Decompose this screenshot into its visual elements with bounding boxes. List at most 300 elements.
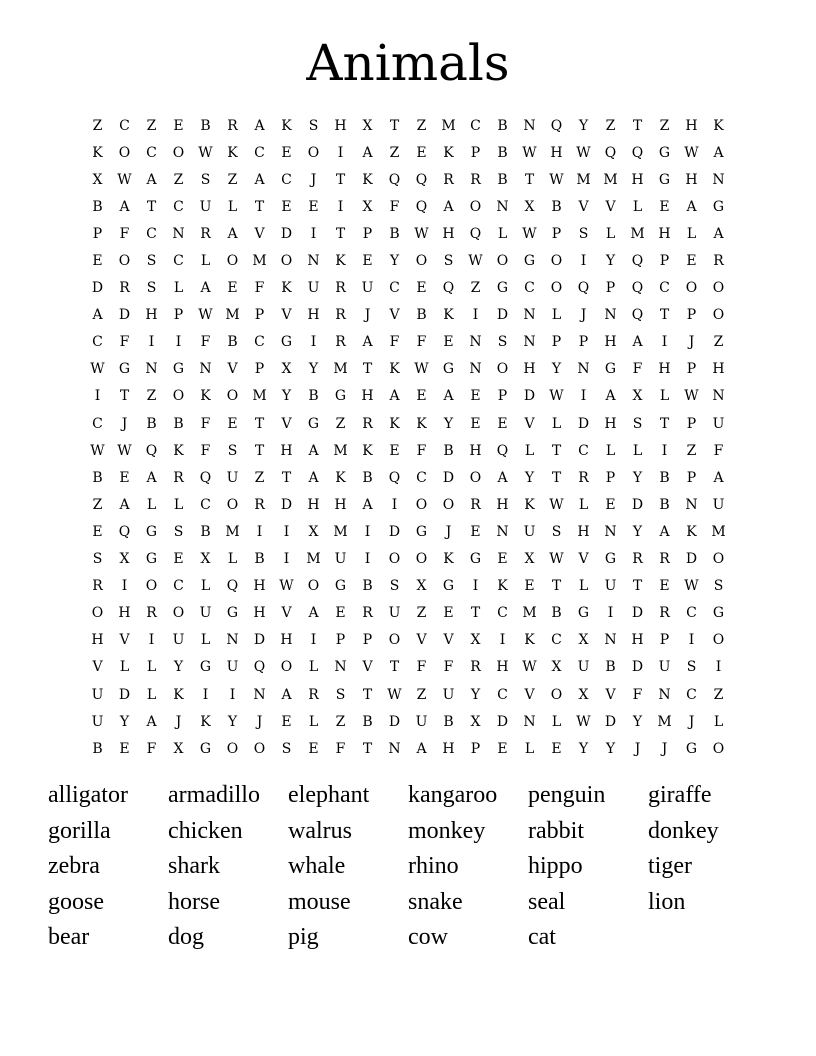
grid-letter: L <box>119 659 130 676</box>
grid-letter: M <box>657 713 672 730</box>
grid-letter: I <box>121 578 128 595</box>
grid-letter: P <box>686 361 697 378</box>
grid-letter: F <box>335 740 346 757</box>
grid-letter: E <box>470 388 481 405</box>
grid-letter: X <box>551 659 562 676</box>
grid-letter: A <box>713 469 724 486</box>
grid-letter: B <box>389 225 400 242</box>
grid-letter: W <box>684 578 699 595</box>
grid-letter: U <box>199 605 212 622</box>
grid-letter: U <box>712 415 725 432</box>
grid-letter: V <box>578 551 589 568</box>
grid-letter: P <box>551 225 562 242</box>
grid-letter: Z <box>227 171 238 188</box>
grid-letter: U <box>307 280 320 297</box>
grid-letter: D <box>631 605 644 622</box>
grid-letter: W <box>387 686 402 703</box>
grid-letter: X <box>524 551 535 568</box>
grid-letter: Q <box>388 171 401 188</box>
grid-letter: K <box>335 469 346 486</box>
grid-letter: Z <box>92 117 103 134</box>
word-list <box>48 778 768 956</box>
word-list-item: tiger <box>648 853 692 879</box>
grid-letter: L <box>146 686 157 703</box>
grid-letter: N <box>469 361 482 378</box>
grid-letter: L <box>659 388 670 405</box>
grid-letter: W <box>198 307 213 324</box>
grid-letter: R <box>173 469 184 486</box>
grid-letter: O <box>307 578 320 595</box>
grid-letter: I <box>256 523 263 540</box>
grid-letter: V <box>227 361 238 378</box>
grid-letter: B <box>146 415 157 432</box>
grid-letter: G <box>145 523 158 540</box>
grid-letter: V <box>254 225 265 242</box>
grid-row <box>84 437 732 464</box>
grid-letter: C <box>173 198 184 215</box>
grid-letter: H <box>496 659 509 676</box>
grid-letter: C <box>146 225 157 242</box>
grid-letter: G <box>118 361 131 378</box>
grid-letter: K <box>335 253 346 270</box>
grid-letter: N <box>658 686 671 703</box>
grid-letter: C <box>254 144 265 161</box>
grid-letter: Z <box>389 144 400 161</box>
grid-letter: D <box>388 523 401 540</box>
grid-letter: E <box>281 144 292 161</box>
grid-letter: Q <box>253 659 266 676</box>
grid-letter: Y <box>605 740 616 757</box>
word-list-item: rhino <box>408 853 459 879</box>
grid-letter: H <box>118 605 131 622</box>
grid-letter: W <box>468 253 483 270</box>
grid-row <box>84 302 732 329</box>
grid-letter: U <box>388 605 401 622</box>
grid-letter: N <box>469 334 482 351</box>
grid-letter: G <box>199 740 212 757</box>
grid-letter: N <box>604 632 617 649</box>
grid-letter: I <box>607 605 614 622</box>
grid-letter: D <box>631 659 644 676</box>
grid-letter: C <box>281 171 292 188</box>
word-list-item: walrus <box>288 817 352 844</box>
grid-letter: M <box>252 388 267 405</box>
grid-letter: M <box>225 523 240 540</box>
grid-letter: C <box>173 578 184 595</box>
grid-letter: A <box>713 225 724 242</box>
grid-letter: H <box>91 632 104 649</box>
grid-letter: E <box>281 198 292 215</box>
grid-letter: J <box>445 523 452 540</box>
grid-letter: O <box>550 280 563 297</box>
grid-letter: A <box>416 740 427 757</box>
grid-letter: B <box>254 551 265 568</box>
grid-letter: N <box>577 361 590 378</box>
grid-letter: O <box>496 253 509 270</box>
grid-letter: P <box>362 225 373 242</box>
grid-letter: I <box>391 496 398 513</box>
word-list-item: cow <box>408 924 448 950</box>
grid-letter: O <box>712 551 725 568</box>
grid-letter: H <box>577 523 590 540</box>
grid-letter: H <box>685 171 698 188</box>
grid-letter: W <box>414 225 429 242</box>
grid-letter: Z <box>416 605 427 622</box>
grid-letter: R <box>308 686 319 703</box>
grid-letter: H <box>523 361 536 378</box>
grid-letter: Y <box>578 740 589 757</box>
grid-letter: Z <box>173 171 184 188</box>
grid-letter: B <box>551 605 562 622</box>
grid-letter: T <box>254 442 265 459</box>
grid-letter: H <box>442 740 455 757</box>
grid-letter: Z <box>146 117 157 134</box>
grid-letter: O <box>550 686 563 703</box>
grid-letter: T <box>335 171 346 188</box>
grid-letter: O <box>712 632 725 649</box>
grid-letter: I <box>310 225 317 242</box>
grid-letter: O <box>442 496 455 513</box>
grid-letter: H <box>334 117 347 134</box>
grid-letter: R <box>578 469 589 486</box>
grid-row <box>84 654 732 681</box>
grid-letter: X <box>308 523 319 540</box>
grid-letter: X <box>362 198 373 215</box>
grid-letter: T <box>281 469 292 486</box>
grid-letter: O <box>172 388 185 405</box>
grid-letter: Y <box>632 523 643 540</box>
grid-letter: V <box>281 415 292 432</box>
grid-letter: L <box>578 496 589 513</box>
grid-letter: L <box>146 496 157 513</box>
letter-grid <box>84 112 732 762</box>
grid-letter: O <box>226 253 239 270</box>
grid-letter: R <box>119 280 130 297</box>
grid-letter: O <box>226 388 239 405</box>
grid-letter: G <box>577 605 590 622</box>
grid-letter: W <box>522 659 537 676</box>
grid-letter: B <box>497 117 508 134</box>
word-list-item: zebra <box>48 853 100 879</box>
grid-letter: C <box>659 280 670 297</box>
grid-letter: C <box>254 334 265 351</box>
word-list-item: giraffe <box>648 782 712 808</box>
grid-letter: G <box>523 253 536 270</box>
grid-letter: O <box>469 198 482 215</box>
grid-letter: E <box>92 523 103 540</box>
grid-letter: U <box>415 713 428 730</box>
grid-letter: B <box>362 713 373 730</box>
grid-letter: N <box>523 713 536 730</box>
grid-row <box>84 166 732 193</box>
grid-letter: K <box>524 632 535 649</box>
grid-letter: E <box>443 334 454 351</box>
grid-letter: A <box>389 388 400 405</box>
grid-letter: D <box>118 307 131 324</box>
grid-row <box>84 735 732 762</box>
grid-letter: P <box>686 415 697 432</box>
grid-letter: E <box>308 198 319 215</box>
grid-letter: O <box>415 253 428 270</box>
grid-letter: H <box>631 171 644 188</box>
grid-letter: G <box>334 578 347 595</box>
grid-letter: G <box>226 605 239 622</box>
grid-letter: S <box>173 523 184 540</box>
grid-row <box>84 193 732 220</box>
grid-letter: I <box>661 334 668 351</box>
grid-row <box>84 275 732 302</box>
grid-letter: P <box>686 307 697 324</box>
grid-letter: J <box>310 171 317 188</box>
grid-letter: H <box>604 415 617 432</box>
grid-letter: L <box>173 496 184 513</box>
grid-letter: B <box>551 198 562 215</box>
grid-letter: K <box>362 442 373 459</box>
grid-letter: E <box>659 198 670 215</box>
grid-letter: E <box>119 740 130 757</box>
grid-letter: I <box>175 334 182 351</box>
grid-letter: A <box>362 144 373 161</box>
grid-letter: I <box>310 334 317 351</box>
grid-letter: D <box>442 469 455 486</box>
grid-letter: A <box>497 469 508 486</box>
grid-letter: U <box>658 659 671 676</box>
grid-letter: J <box>364 307 371 324</box>
grid-letter: C <box>119 117 130 134</box>
word-list-item: kangaroo <box>408 782 498 808</box>
grid-letter: Z <box>659 117 670 134</box>
grid-letter: I <box>715 659 722 676</box>
grid-letter: M <box>333 361 348 378</box>
grid-letter: A <box>119 198 130 215</box>
grid-letter: K <box>362 171 373 188</box>
grid-letter: G <box>658 144 671 161</box>
grid-letter: M <box>630 225 645 242</box>
grid-letter: O <box>712 280 725 297</box>
grid-letter: M <box>711 523 726 540</box>
grid-letter: T <box>659 307 670 324</box>
grid-letter: U <box>442 686 455 703</box>
grid-letter: W <box>117 442 132 459</box>
grid-row <box>84 220 732 247</box>
grid-letter: E <box>308 740 319 757</box>
grid-letter: O <box>253 740 266 757</box>
word-list-item: snake <box>408 888 463 915</box>
grid-letter: N <box>253 686 266 703</box>
grid-letter: T <box>470 605 481 622</box>
grid-letter: Z <box>416 686 427 703</box>
grid-letter: X <box>416 578 427 595</box>
grid-letter: E <box>497 415 508 432</box>
grid-letter: E <box>659 578 670 595</box>
grid-letter: P <box>551 334 562 351</box>
grid-letter: S <box>713 578 724 595</box>
grid-letter: T <box>119 388 130 405</box>
word-list-item: horse <box>168 888 220 915</box>
grid-letter: O <box>118 144 131 161</box>
grid-letter: A <box>713 144 724 161</box>
grid-letter: H <box>334 496 347 513</box>
grid-letter: N <box>604 307 617 324</box>
grid-letter: X <box>524 198 535 215</box>
grid-letter: P <box>578 334 589 351</box>
grid-letter: V <box>389 307 400 324</box>
grid-letter: G <box>145 551 158 568</box>
grid-letter: O <box>226 740 239 757</box>
grid-letter: O <box>685 280 698 297</box>
grid-letter: J <box>580 307 587 324</box>
grid-letter: O <box>172 605 185 622</box>
word-list-item: bear <box>48 924 90 950</box>
grid-letter: L <box>578 578 589 595</box>
grid-letter: O <box>712 307 725 324</box>
grid-letter: Q <box>415 171 428 188</box>
grid-letter: A <box>362 496 373 513</box>
grid-letter: U <box>712 496 725 513</box>
grid-letter: I <box>364 551 371 568</box>
word-list-item: dog <box>168 924 204 950</box>
grid-letter: F <box>389 334 400 351</box>
grid-letter: C <box>146 144 157 161</box>
grid-letter: Y <box>443 415 454 432</box>
grid-row <box>84 627 732 654</box>
grid-letter: K <box>173 442 184 459</box>
grid-letter: K <box>200 713 211 730</box>
grid-letter: B <box>443 442 454 459</box>
grid-letter: K <box>686 523 697 540</box>
grid-letter: Z <box>713 334 724 351</box>
grid-letter: A <box>146 469 157 486</box>
grid-letter: Z <box>146 388 157 405</box>
grid-letter: I <box>364 523 371 540</box>
grid-letter: O <box>280 253 293 270</box>
grid-letter: Z <box>335 415 346 432</box>
grid-letter: M <box>306 551 321 568</box>
grid-letter: D <box>496 307 509 324</box>
grid-letter: H <box>631 632 644 649</box>
grid-letter: Z <box>416 117 427 134</box>
grid-row <box>84 247 732 274</box>
grid-letter: T <box>389 659 400 676</box>
grid-letter: E <box>443 605 454 622</box>
grid-letter: S <box>497 334 508 351</box>
grid-letter: R <box>227 117 238 134</box>
grid-letter: V <box>119 632 130 649</box>
word-list-item: shark <box>168 853 220 879</box>
grid-letter: T <box>551 442 562 459</box>
grid-letter: E <box>416 144 427 161</box>
grid-row <box>84 383 732 410</box>
grid-letter: F <box>200 442 211 459</box>
grid-letter: V <box>443 632 454 649</box>
grid-letter: C <box>551 632 562 649</box>
grid-letter: W <box>522 144 537 161</box>
grid-letter: N <box>172 225 185 242</box>
grid-letter: R <box>335 280 346 297</box>
grid-letter: Y <box>308 361 319 378</box>
grid-letter: W <box>684 388 699 405</box>
grid-row <box>84 491 732 518</box>
grid-letter: E <box>605 496 616 513</box>
grid-letter: I <box>310 632 317 649</box>
grid-letter: A <box>308 442 319 459</box>
grid-letter: G <box>658 171 671 188</box>
grid-letter: Q <box>631 144 644 161</box>
grid-row <box>84 681 732 708</box>
word-list-item: pig <box>288 924 319 950</box>
grid-letter: L <box>227 551 238 568</box>
grid-letter: W <box>90 361 105 378</box>
grid-letter: N <box>199 361 212 378</box>
grid-letter: T <box>335 225 346 242</box>
grid-letter: O <box>388 551 401 568</box>
grid-letter: C <box>416 469 427 486</box>
grid-letter: C <box>497 605 508 622</box>
grid-letter: O <box>280 659 293 676</box>
grid-letter: N <box>523 307 536 324</box>
grid-letter: E <box>551 740 562 757</box>
grid-letter: B <box>92 469 103 486</box>
grid-letter: S <box>389 578 400 595</box>
grid-letter: B <box>200 523 211 540</box>
grid-letter: R <box>254 496 265 513</box>
grid-letter: R <box>335 334 346 351</box>
grid-letter: R <box>713 253 724 270</box>
grid-letter: T <box>551 469 562 486</box>
grid-letter: B <box>659 469 670 486</box>
grid-letter: B <box>443 713 454 730</box>
grid-letter: A <box>281 686 292 703</box>
grid-letter: D <box>118 686 131 703</box>
grid-letter: V <box>605 198 616 215</box>
grid-letter: R <box>470 659 481 676</box>
grid-letter: H <box>604 334 617 351</box>
grid-row <box>84 708 732 735</box>
grid-letter: V <box>362 659 373 676</box>
word-list-item: goose <box>48 888 104 915</box>
grid-letter: K <box>497 578 508 595</box>
grid-letter: S <box>146 280 157 297</box>
grid-letter: R <box>470 496 481 513</box>
page-title: Animals <box>306 34 510 92</box>
grid-letter: V <box>605 686 616 703</box>
grid-letter: S <box>578 225 589 242</box>
grid-letter: A <box>659 523 670 540</box>
grid-letter: I <box>580 388 587 405</box>
grid-letter: G <box>685 740 698 757</box>
grid-letter: H <box>280 442 293 459</box>
grid-letter: W <box>279 578 294 595</box>
grid-letter: T <box>362 361 373 378</box>
grid-letter: G <box>442 361 455 378</box>
grid-letter: D <box>523 388 536 405</box>
grid-letter: Q <box>577 280 590 297</box>
grid-letter: S <box>281 740 292 757</box>
grid-letter: P <box>605 469 616 486</box>
grid-letter: G <box>172 361 185 378</box>
grid-letter: T <box>254 198 265 215</box>
grid-letter: P <box>254 361 265 378</box>
grid-letter: I <box>472 307 479 324</box>
grid-letter: B <box>173 415 184 432</box>
grid-letter: E <box>92 253 103 270</box>
grid-letter: O <box>91 605 104 622</box>
grid-letter: E <box>497 740 508 757</box>
grid-letter: C <box>497 686 508 703</box>
grid-letter: A <box>308 605 319 622</box>
grid-letter: I <box>148 632 155 649</box>
grid-letter: H <box>550 144 563 161</box>
